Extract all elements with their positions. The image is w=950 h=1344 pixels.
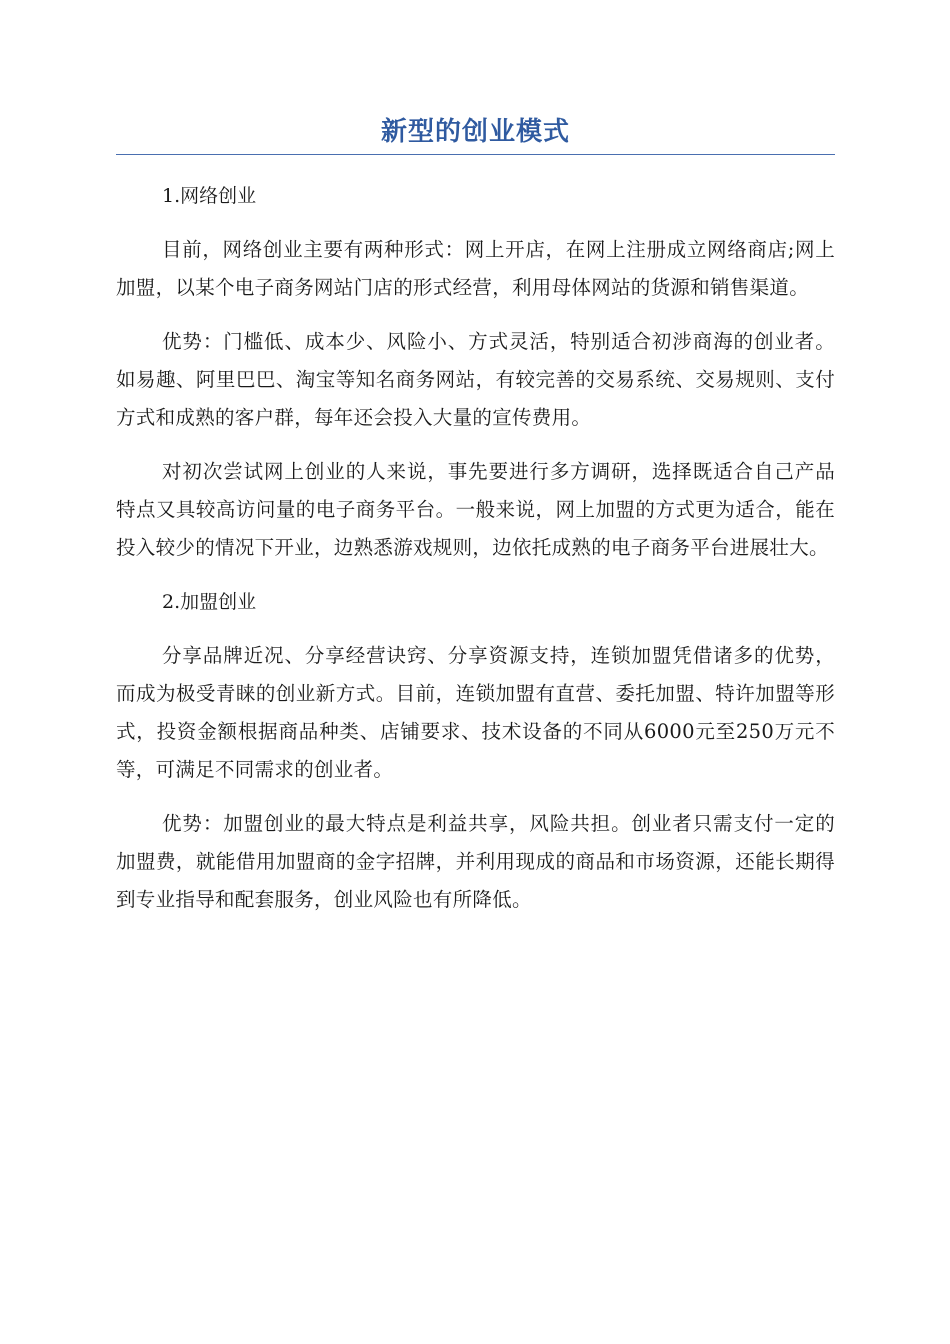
paragraph: 目前，网络创业主要有两种形式：网上开店，在网上注册成立网络商店;网上加盟，以某个电子商务网站门店的形式经营，利用母体网站的货源和销售渠道。: [116, 238, 835, 299]
document-page: [116, 110, 835, 935]
paragraph: 分享品牌近况、分享经营诀窍、分享资源支持，连锁加盟凭借诸多的优势，而成为极受青睐的创业新方式。目前，连锁加盟有直营、委托加盟、特许加盟等形式，投资金额根据商品种类、店铺要求、技术设备的不同从6000元至250万元不等，可满足不同需求的创业者。: [116, 644, 835, 781]
section-heading-2: 2.加盟创业: [162, 591, 257, 613]
paragraph: 优势：加盟创业的最大特点是利益共享，风险共担。创业者只需支付一定的加盟费，就能借用加盟商的金字招牌，并利用现成的商品和市场资源，还能长期得到专业指导和配套服务，创业风险也有所降低。: [116, 812, 835, 911]
section-heading-1: 1.网络创业: [162, 185, 257, 207]
page-title: 新型的创业模式: [380, 117, 570, 147]
paragraph: 对初次尝试网上创业的人来说，事先要进行多方调研，选择既适合自己产品特点又具较高访问量的电子商务平台。一般来说，网上加盟的方式更为适合，能在投入较少的情况下开业，边熟悉游戏规则，边依托成熟的电子商务平台进展壮大。: [116, 460, 835, 559]
title-divider: [116, 154, 835, 155]
paragraph: 优势：门槛低、成本少、风险小、方式灵活，特别适合初涉商海的创业者。如易趣、阿里巴巴、淘宝等知名商务网站，有较完善的交易系统、交易规则、支付方式和成熟的客户群，每年还会投入大量的宣传费用。: [116, 330, 835, 429]
